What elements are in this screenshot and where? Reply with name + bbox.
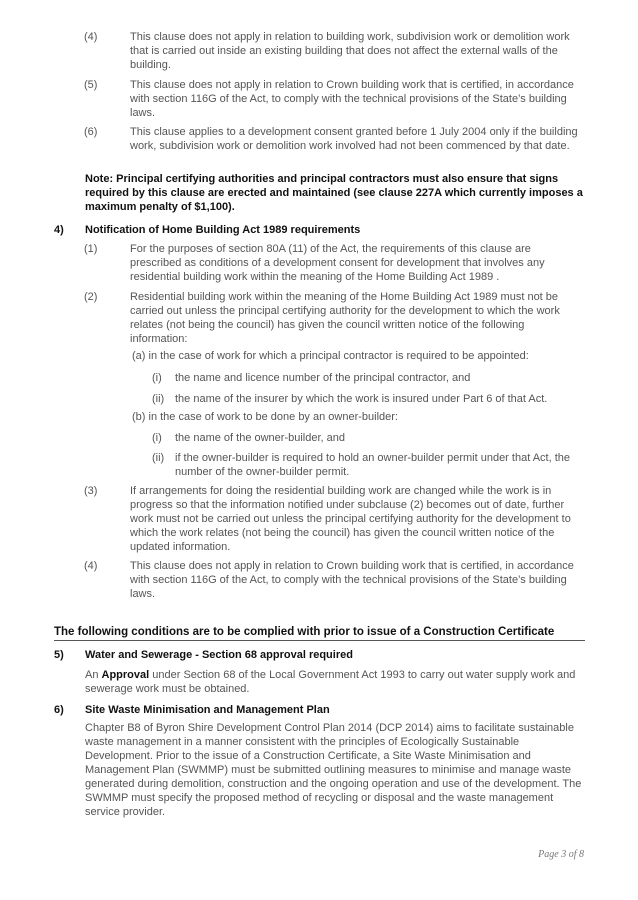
clause-number: (6) bbox=[84, 126, 98, 138]
section-title: Notification of Home Building Act 1989 requirements bbox=[85, 224, 361, 236]
roman-number: (ii) bbox=[152, 452, 165, 464]
clause-number: (4) bbox=[84, 560, 98, 572]
roman-number: (i) bbox=[152, 432, 162, 444]
body-text-pre: An bbox=[85, 669, 102, 681]
body-text-bold: Approval bbox=[101, 669, 150, 681]
section-number: 5) bbox=[54, 649, 64, 661]
clause-text: This clause applies to a development consent granted before 1 July 2004 only if the building work, subdivision work or demolition work involved had not been commenced by that date. bbox=[130, 126, 578, 152]
clause-text: This clause does not apply in relation to Crown building work that is certified, in accordance with section 116G of the Act, to comply with the technical provisions of the State’s building laws. bbox=[130, 79, 574, 119]
roman-number: (ii) bbox=[152, 393, 165, 405]
roman-text: the name and licence number of the principal contractor, and bbox=[175, 372, 471, 384]
clause-text: This clause does not apply in relation to building work, subdivision work or demolition work that is carried out inside an existing building that does not affect the external walls of the building. bbox=[130, 31, 570, 71]
banner-rule bbox=[54, 640, 585, 641]
clause-text: This clause does not apply in relation to Crown building work that is certified, in accordance with section 116G of the Act, to comply with the technical provisions of the State’s building laws. bbox=[130, 560, 574, 600]
clause-number: (3) bbox=[84, 485, 98, 497]
clause-text: If arrangements for doing the residential building work are changed while the work is in progress so that the information notified under subclause (2) becomes out of date, further work must not be carried out unless the principal certifying authority for the development to which the work relates (not being the council) has given the council written notice of the updated information. bbox=[130, 485, 571, 553]
clause-text: Residential building work within the meaning of the Home Building Act 1989 must not be carried out unless the principal certifying authority for the development to which the work relates (not being the council) has given the council written notice of the following information: bbox=[130, 291, 560, 345]
section-body bbox=[85, 668, 583, 696]
body-text-post: under Section 68 of the Local Government Act 1993 to carry out water supply work and sewerage work must be obtained. bbox=[85, 669, 576, 695]
subclause-a: (a) in the case of work for which a principal contractor is required to be appointed: bbox=[132, 350, 529, 362]
section-title: Water and Sewerage - Section 68 approval required bbox=[85, 649, 353, 661]
section-body: Chapter B8 of Byron Shire Development Control Plan 2014 (DCP 2014) aims to facilitate sustainable waste management in a manner consistent with the principles of Ecologically Sustainable Development. Prior to the issue of a Construction Certificate, a Site Waste Minimisation and Management Plan (SWMMP) must be submitted outlining measures to minimise and manage waste generated during demolition, construction and the ongoing operation and use of the development. The SWMMP must specify the proposed method of recycling or disposal and the waste management service provider. bbox=[85, 722, 582, 818]
clause-text: For the purposes of section 80A (11) of the Act, the requirements of this clause are prescribed as conditions of a development consent for development that involves any residential building work within the meaning of the Home Building Act 1989 . bbox=[130, 243, 545, 283]
page-footer: Page 3 of 8 bbox=[538, 849, 584, 860]
roman-text: if the owner-builder is required to hold an owner-builder permit under that Act, the number of the owner-builder permit. bbox=[175, 452, 570, 478]
roman-text: the name of the insurer by which the work is insured under Part 6 of that Act. bbox=[175, 393, 548, 405]
clause-number: (4) bbox=[84, 31, 98, 43]
roman-number: (i) bbox=[152, 372, 162, 384]
condition-banner: The following conditions are to be complied with prior to issue of a Construction Certificate bbox=[54, 626, 555, 638]
section-number: 4) bbox=[54, 224, 64, 236]
section-number: 6) bbox=[54, 704, 64, 716]
section-title: Site Waste Minimisation and Management Plan bbox=[85, 704, 330, 716]
roman-text: the name of the owner-builder, and bbox=[175, 432, 346, 444]
clause-number: (1) bbox=[84, 243, 98, 255]
note-paragraph: Note: Principal certifying authorities and principal contractors must also ensure that signs required by this clause are erected and maintained (see clause 227A which currently imposes a maximum penalty of $1,100). bbox=[85, 173, 583, 213]
clause-number: (2) bbox=[84, 291, 98, 303]
subclause-b: (b) in the case of work to be done by an owner-builder: bbox=[132, 411, 398, 423]
clause-number: (5) bbox=[84, 79, 98, 91]
